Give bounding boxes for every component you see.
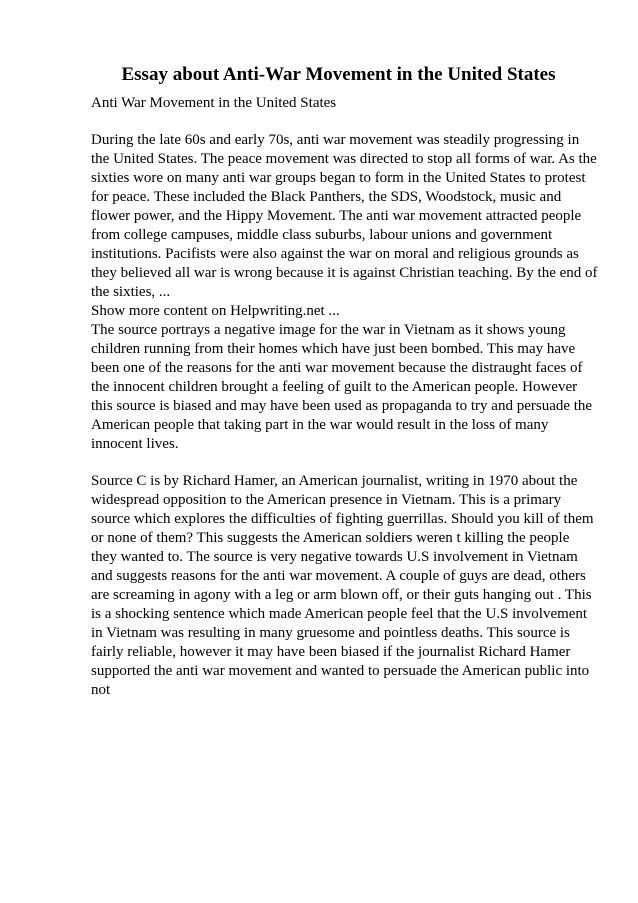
- paragraph-source-image: The source portrays a negative image for the war in Vietnam as it shows young children running from their homes which have just been bombed. This may have been one of the reasons for the anti war movement because the distraught faces of the innocent children brought a feeling of guilt to the American people. However this source is biased and may have been used as propaganda to try and persuade the American people that taking part in the war would result in the loss of many innocent lives.: [91, 322, 593, 452]
- document-title: Essay about Anti-War Movement in the United States: [121, 64, 556, 85]
- paragraph-source-c: Source C is by Richard Hamer, an American journalist, writing in 1970 about the widespread opposition to the American presence in Vietnam. This is a primary source which explores the difficulties of fighting guerrillas. Should you kill of them or none of them? This suggests the American soldiers weren t killing the people they wanted to. The source is very negative towards U.S involvement in Vietnam and suggests reasons for the anti war movement. A couple of guys are dead, others are screaming in agony with a leg or arm blown off, or their guts hanging out . This is a shocking sentence which made American people feel that the U.S involvement in Vietnam was resulting in many gruesome and pointless deaths. This source is fairly reliable, however it may have been biased if the journalist Richard Hamer supported the anti war movement and wanted to persuade the American public into not: [91, 473, 594, 698]
- show-more-link-text: Show more content on Helpwriting.net ...: [91, 303, 340, 319]
- paragraph-intro: During the late 60s and early 70s, anti war movement was steadily progressing in the United States. The peace movement was directed to stop all forms of war. As the sixties wore on many anti war groups began to form in the United States to protest for peace. These included the Black Panthers, the SDS, Woodstock, music and flower power, and the Hippy Movement. The anti war movement attracted people from college campuses, middle class suburbs, labour unions and government institutions. Pacifists were also against the war on moral and religious grounds as they believed all war is wrong because it is against Christian teaching. By the end of the sixties, ...: [91, 132, 598, 300]
- document-subtitle: Anti War Movement in the United States: [91, 95, 337, 111]
